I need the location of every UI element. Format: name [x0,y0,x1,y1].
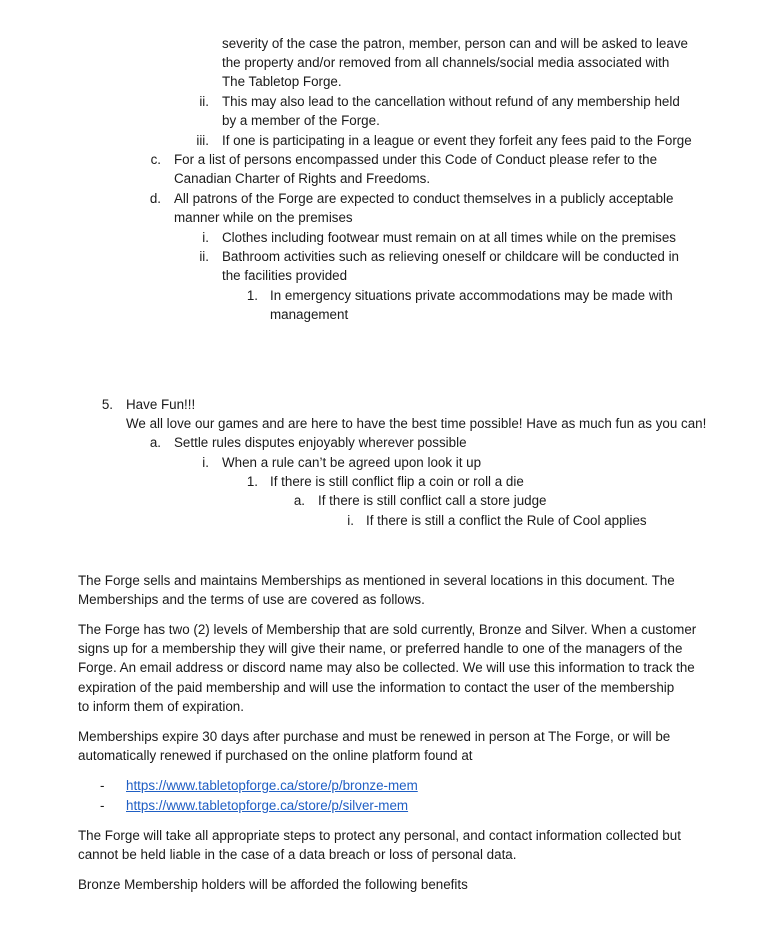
list-marker: i. [347,513,354,528]
list-text: the property and/or removed from all channels/social media associated with [222,55,670,70]
list-text: management [270,307,349,322]
list-text: If there is still a conflict the Rule of Cool applies [366,513,647,528]
paragraph-line: cannot be held liable in the case of a data breach or loss of personal data. [78,847,517,862]
paragraph-line: signs up for a membership they will give their name, or preferred handle to one of the managers of the [78,641,683,656]
list-marker: i. [202,230,209,245]
list-text: All patrons of the Forge are expected to conduct themselves in a publicly acceptable [174,191,674,206]
bullet-dash: - [100,778,105,793]
paragraph-line: The Forge sells and maintains Memberships as mentioned in several locations in this document. The [78,573,675,588]
paragraph-line: expiration of the paid membership and will use the information to contact the user of the membership [78,680,675,695]
list-text: manner while on the premises [174,210,353,225]
paragraph-line: Memberships and the terms of use are covered as follows. [78,592,425,607]
bronze-membership-link[interactable]: https://www.tabletopforge.ca/store/p/bronze-mem [126,778,418,793]
list-marker: a. [149,435,161,450]
list-text: For a list of persons encompassed under this Code of Conduct please refer to the [174,152,658,167]
paragraph-line: The Forge will take all appropriate steps to protect any personal, and contact information collected but [78,828,681,843]
list-marker: d. [149,191,161,206]
list-text: The Tabletop Forge. [222,74,342,89]
list-text: This may also lead to the cancellation without refund of any membership held [222,94,680,109]
list-marker: ii. [199,249,209,264]
list-text: When a rule can’t be agreed upon look it up [222,455,482,470]
paragraph-line: to inform them of expiration. [78,699,244,714]
list-marker: 1. [246,474,258,489]
list-marker: a. [293,493,305,508]
list-text: In emergency situations private accommodations may be made with [270,288,673,303]
list-text: Canadian Charter of Rights and Freedoms. [174,171,431,186]
bullet-dash: - [100,798,105,813]
list-marker: 5. [101,397,113,412]
silver-membership-link[interactable]: https://www.tabletopforge.ca/store/p/silver-mem [126,798,409,813]
list-text: Settle rules disputes enjoyably wherever possible [174,435,467,450]
list-text: severity of the case the patron, member, person can and will be asked to leave [222,36,688,51]
list-text: by a member of the Forge. [222,113,380,128]
list-text: If one is participating in a league or event they forfeit any fees paid to the Forge [222,133,692,148]
list-marker: 1. [246,288,258,303]
list-marker: i. [202,455,209,470]
list-marker: c. [150,152,161,167]
list-marker: ii. [199,94,209,109]
paragraph-line: automatically renewed if purchased on the online platform found at [78,748,473,763]
list-text: If there is still conflict flip a coin or roll a die [270,474,524,489]
list-text: If there is still conflict call a store judge [318,493,547,508]
list-text: the facilities provided [222,268,348,283]
list-text: Bathroom activities such as relieving oneself or childcare will be conducted in [222,249,680,264]
list-marker: iii. [196,133,209,148]
paragraph-line: Bronze Membership holders will be afforded the following benefits [78,877,468,892]
section-heading: Have Fun!!! [126,397,196,412]
paragraph-line: The Forge has two (2) levels of Membership that are sold currently, Bronze and Silver. When a customer [78,622,697,637]
paragraph-line: Memberships expire 30 days after purchase and must be renewed in person at The Forge, or will be [78,729,671,744]
list-text: Clothes including footwear must remain on at all times while on the premises [222,230,677,245]
section-intro: We all love our games and are here to have the best time possible! Have as much fun as you can! [126,416,707,431]
paragraph-line: Forge. An email address or discord name may also be collected. We will use this information to track the [78,660,695,675]
